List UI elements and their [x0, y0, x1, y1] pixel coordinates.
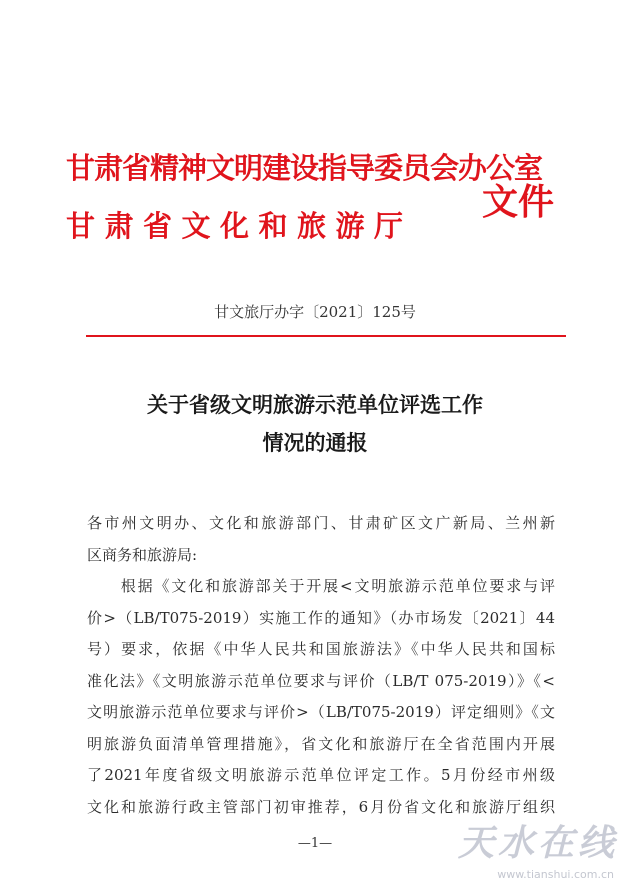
- body-line: 区商务和旅游局:: [87, 545, 198, 564]
- body-line: 明旅游负面清单管理措施》，省文化和旅游厅在全省范围内开展: [87, 734, 555, 753]
- watermark-text: 天水在线: [457, 823, 618, 864]
- red-divider-line: [86, 335, 566, 337]
- body-line: 准化法》《文明旅游示范单位要求与评价（LB/T 075-2019）》《<: [87, 671, 555, 690]
- watermark-url: www.tianshui.com.cn: [497, 868, 614, 881]
- page-number: —1—: [297, 836, 333, 851]
- body-line: 了2021年度省级文明旅游示范单位评定工作。5月份经市州级: [87, 766, 555, 784]
- site-watermark: [418, 811, 618, 881]
- document-body: [87, 508, 555, 823]
- body-line: 根据《文化和旅游部关于开展<文明旅游示范单位要求与评: [87, 577, 555, 595]
- title-line-2: 情况的通报: [262, 430, 368, 455]
- document-type-label: 文件: [482, 181, 555, 223]
- body-line: 号）要求，依据《中华人民共和国旅游法》《中华人民共和国标: [87, 640, 555, 658]
- document-header: [66, 146, 586, 266]
- document-title: [0, 386, 630, 462]
- title-line-1: 关于省级文明旅游示范单位评选工作: [147, 392, 483, 417]
- body-line: 文化和旅游行政主管部门初审推荐，6月份省文化和旅游厅组织: [87, 797, 555, 816]
- document-number: 甘文旅厅办字〔2021〕125号: [214, 303, 416, 321]
- issuing-org-line-2: 甘肃省文化和旅游厅: [66, 209, 413, 243]
- body-line: 各市州文明办、文化和旅游部门、甘肃矿区文广新局、兰州新: [87, 514, 555, 532]
- body-line: 文明旅游示范单位要求与评价>（LB/T075-2019）评定细则》《文: [87, 703, 555, 721]
- body-line: 价>（LB/T075-2019）实施工作的通知》（办市场发〔2021〕44: [87, 608, 555, 627]
- issuing-org-line-1: 甘肃省精神文明建设指导委员会办公室: [66, 151, 543, 185]
